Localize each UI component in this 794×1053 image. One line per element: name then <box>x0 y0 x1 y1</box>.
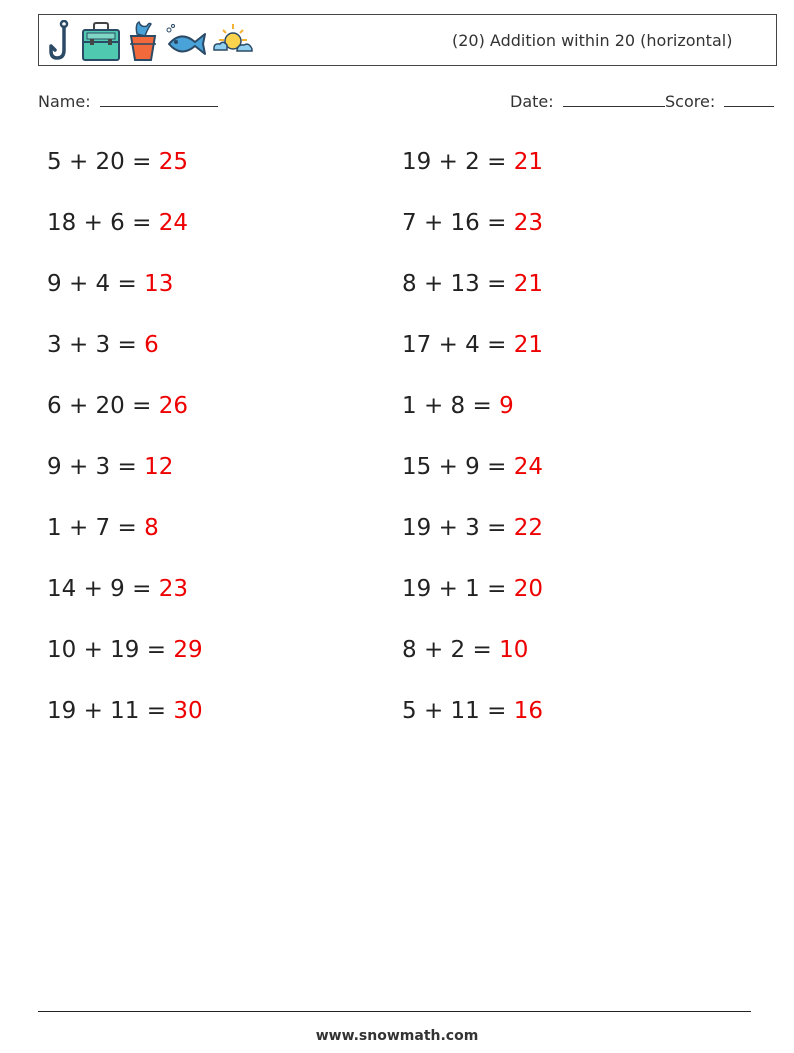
problem-question: 19 + 11 = <box>47 698 174 724</box>
bait-bucket-icon <box>125 20 161 62</box>
problem-question: 7 + 16 = <box>402 210 514 236</box>
date-field <box>510 92 665 116</box>
problem-question: 17 + 4 = <box>402 332 514 358</box>
problem-right-3 <box>402 266 543 302</box>
problem-left-10 <box>47 693 203 729</box>
problem-right-10 <box>402 693 543 729</box>
problem-answer: 23 <box>158 576 188 602</box>
problem-question: 9 + 4 = <box>47 271 145 297</box>
problem-right-7 <box>402 510 543 546</box>
score-label: Score: <box>665 92 716 111</box>
problem-left-7 <box>47 510 159 546</box>
fishing-hook-icon <box>47 20 77 62</box>
sun-cloud-icon <box>211 20 255 62</box>
problem-right-8 <box>402 571 543 607</box>
problem-right-9 <box>402 632 528 668</box>
footer-site: www.snowmath.com <box>315 1028 479 1044</box>
problem-left-4 <box>47 327 159 363</box>
problem-question: 9 + 3 = <box>47 454 145 480</box>
problem-answer: 10 <box>499 637 529 663</box>
problem-answer: 30 <box>173 698 203 724</box>
problem-right-2 <box>402 205 543 241</box>
problem-right-4 <box>402 327 543 363</box>
problem-answer: 13 <box>144 271 174 297</box>
problem-question: 5 + 11 = <box>402 698 514 724</box>
problem-answer: 6 <box>144 332 159 358</box>
problem-question: 6 + 20 = <box>47 393 159 419</box>
problem-question: 1 + 7 = <box>47 515 145 541</box>
problem-question: 19 + 2 = <box>402 149 514 175</box>
problem-answer: 8 <box>144 515 159 541</box>
problem-question: 18 + 6 = <box>47 210 159 236</box>
problem-question: 8 + 13 = <box>402 271 514 297</box>
problem-question: 19 + 3 = <box>402 515 514 541</box>
footer-divider <box>38 1011 751 1012</box>
problem-question: 5 + 20 = <box>47 149 159 175</box>
score-blank-line <box>724 92 774 107</box>
problem-question: 8 + 2 = <box>402 637 500 663</box>
problem-right-5 <box>402 388 514 424</box>
problem-question: 15 + 9 = <box>402 454 514 480</box>
problem-question: 19 + 1 = <box>402 576 514 602</box>
problem-right-6 <box>402 449 543 485</box>
problem-answer: 9 <box>499 393 514 419</box>
problem-answer: 16 <box>513 698 543 724</box>
problem-left-6 <box>47 449 173 485</box>
name-field <box>38 92 218 116</box>
worksheet-header <box>38 14 777 66</box>
problem-question: 3 + 3 = <box>47 332 145 358</box>
worksheet-title: (20) Addition within 20 (horizontal) <box>452 31 733 50</box>
problem-left-9 <box>47 632 203 668</box>
problem-question: 10 + 19 = <box>47 637 174 663</box>
problem-answer: 24 <box>158 210 188 236</box>
problem-question: 14 + 9 = <box>47 576 159 602</box>
problem-left-5 <box>47 388 188 424</box>
problem-left-2 <box>47 205 188 241</box>
problem-answer: 21 <box>513 332 543 358</box>
name-blank-line <box>100 92 218 107</box>
problem-answer: 12 <box>144 454 174 480</box>
date-label: Date: <box>510 92 554 111</box>
problem-right-1 <box>402 144 543 180</box>
problem-left-8 <box>47 571 188 607</box>
date-blank-line <box>563 92 665 107</box>
problem-left-1 <box>47 144 188 180</box>
name-label: Name: <box>38 92 91 111</box>
problem-answer: 26 <box>158 393 188 419</box>
problem-answer: 20 <box>513 576 543 602</box>
problem-answer: 21 <box>513 271 543 297</box>
problem-answer: 24 <box>513 454 543 480</box>
problem-question: 1 + 8 = <box>402 393 500 419</box>
score-field <box>665 92 774 116</box>
problem-answer: 23 <box>513 210 543 236</box>
tackle-box-icon <box>81 20 121 62</box>
problem-answer: 21 <box>513 149 543 175</box>
problem-answer: 22 <box>513 515 543 541</box>
problem-left-3 <box>47 266 173 302</box>
problem-answer: 25 <box>158 149 188 175</box>
fish-icon <box>165 20 207 62</box>
problem-answer: 29 <box>173 637 203 663</box>
header-icons <box>47 19 255 63</box>
